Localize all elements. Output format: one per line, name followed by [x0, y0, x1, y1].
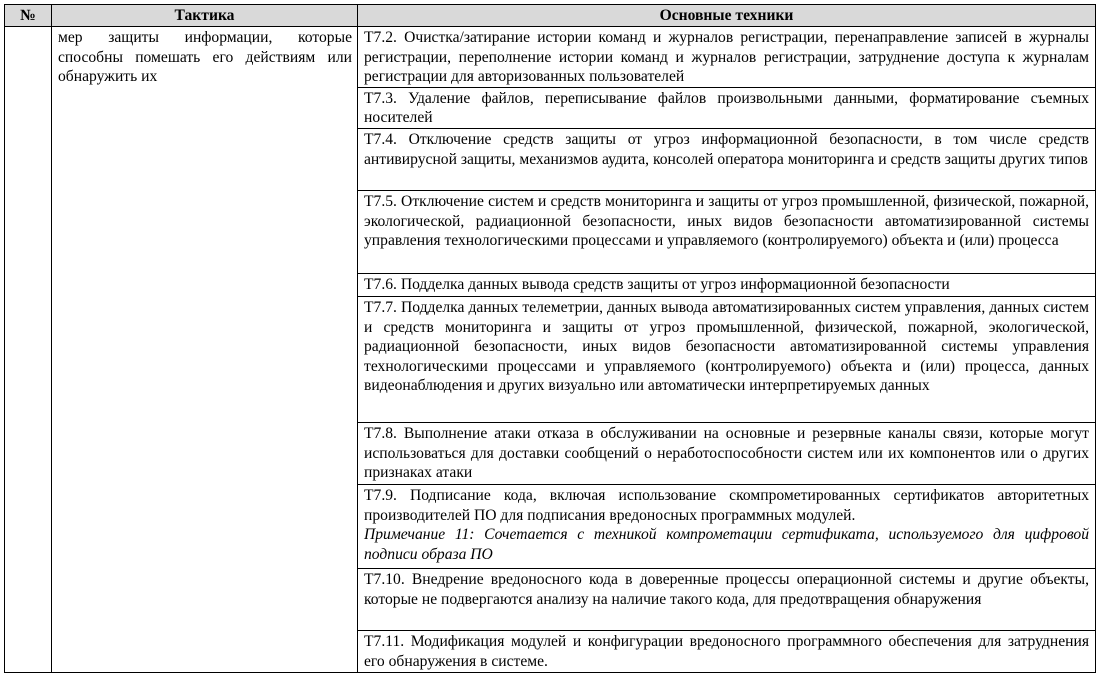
- techniques-table: [4, 4, 1096, 673]
- technique-text: Т7.4. Отключение средств защиты от угроз информационной безопасности, в том числе средств антивирусной защиты, механизмов аудита, консолей оператора мониторинга и средств защиты других типов: [364, 130, 1089, 168]
- technique-cell: [358, 27, 1096, 88]
- header-tactic: Тактика: [52, 5, 358, 27]
- technique-cell: [358, 568, 1096, 630]
- technique-text: Т7.10. Внедрение вредоносного кода в доверенные процессы операционной системы и другие объекты, которые не подвергаются анализу на наличие такого кода, для предотвращения обнаружения: [364, 570, 1089, 608]
- tactic-cell: [52, 27, 358, 673]
- technique-text: Т7.6. Подделка данных вывода средств защиты от угроз информационной безопасности: [364, 275, 950, 293]
- table-row: [5, 27, 1096, 88]
- header-number: №: [5, 5, 52, 27]
- technique-cell: [358, 190, 1096, 273]
- technique-text: Т7.7. Подделка данных телеметрии, данных вывода автоматизированных систем управления, данных систем и средств мониторинга и защиты от угроз промышленной, физической, пожарной, экологической, радиационной безопасности, иных видов безопасности автоматизированной системы управления технологическими процессами и управляемого (контролируемого) объекта и (или) процесса, данных видеонаблюдения и других визуально или автоматически интерпретируемых данных: [364, 298, 1089, 395]
- technique-text: Т7.2. Очистка/затирание истории команд и журналов регистрации, перенаправление записей в журналы регистрации, переполнение истории команд и журналов регистрации, затруднение доступа к журналам регистрации для авторизованных пользователей: [364, 29, 1089, 86]
- technique-note: Примечание 11: Сочетается с техникой компрометации сертификата, используемого для цифровой подписи образа ПО: [364, 526, 1089, 563]
- tactic-text: мер защиты информации, которые способны помешать его действиям или обнаружить их: [58, 29, 352, 86]
- technique-cell: [358, 128, 1096, 190]
- technique-cell: [358, 296, 1096, 422]
- technique-text: Т7.5. Отключение систем и средств мониторинга и защиты от угроз промышленной, физической, пожарной, экологической, радиационной безопасности, иных видов безопасности автоматизированной системы управления технологическими процессами и управляемого (контролируемого) объекта и (или) процесса: [364, 192, 1089, 250]
- table-header-row: [5, 5, 1096, 27]
- technique-cell: [358, 630, 1096, 672]
- technique-text: Т7.8. Выполнение атаки отказа в обслуживании на основные и резервные каналы связи, которые могут использоваться для доставки сообщений о неработоспособности систем или их компонентов или о других признаках атаки: [364, 424, 1089, 482]
- technique-cell: [358, 87, 1096, 128]
- number-cell: [5, 27, 52, 673]
- technique-cell: [358, 273, 1096, 296]
- technique-text: Т7.9. Подписание кода, включая использование скомпрометированных сертификатов авторитетных производителей ПО для подписания вредоносных программных модулей.: [364, 486, 1089, 524]
- header-techniques: Основные техники: [358, 5, 1096, 27]
- technique-cell: [358, 484, 1096, 568]
- technique-text: Т7.3. Удаление файлов, переписывание файлов произвольными данными, форматирование съемных носителей: [364, 89, 1089, 127]
- technique-cell: [358, 422, 1096, 484]
- technique-text: Т7.11. Модификация модулей и конфигурации вредоносного программного обеспечения для затруднения его обнаружения в системе.: [364, 632, 1089, 670]
